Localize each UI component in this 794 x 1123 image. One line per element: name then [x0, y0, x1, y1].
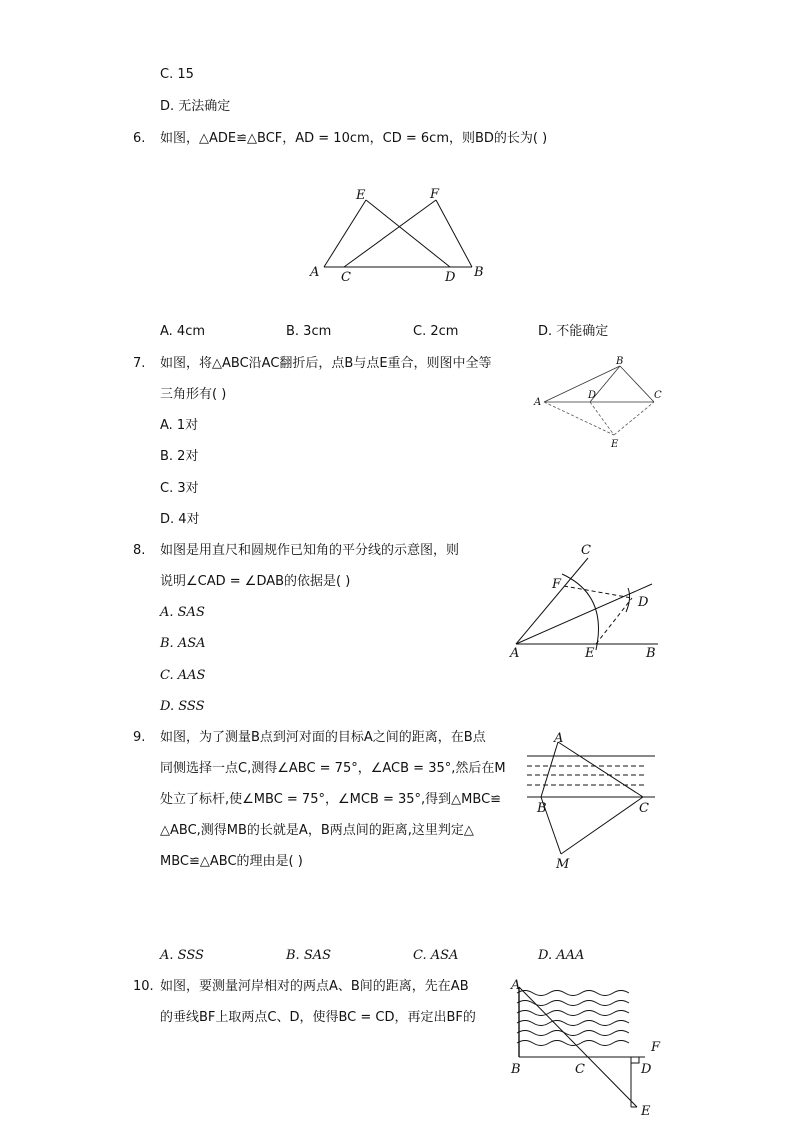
- q10-label-d: D: [641, 1062, 652, 1077]
- q8-label-a: A: [510, 646, 520, 661]
- q10-label-a: A: [511, 978, 521, 993]
- q6-option-c: C. 2cm: [413, 324, 459, 339]
- q5-option-d: D. 无法确定: [160, 99, 231, 114]
- q7-label-d: D: [588, 390, 597, 401]
- q8-option-d: D. SSS: [160, 699, 205, 714]
- q6-label-c: C: [341, 270, 351, 285]
- q8-stem-line1: 如图是用直尺和圆规作已知角的平分线的示意图，则: [160, 543, 460, 558]
- q8-figure: [508, 540, 663, 665]
- q8-label-c: C: [581, 543, 591, 558]
- q8-number: 8.: [133, 543, 146, 558]
- q10-label-e: E: [641, 1104, 651, 1119]
- q6-label-d: D: [445, 270, 456, 285]
- q8-option-c: C. AAS: [160, 668, 206, 683]
- q9-stem-line2: 同侧选择一点C,测得∠ABC = 75°，∠ACB = 35°,然后在M: [160, 761, 506, 776]
- q9-figure: [525, 730, 660, 875]
- q10-stem-line2: 的垂线BF上取两点C、D，使得BC = CD，再定出BF的: [160, 1010, 476, 1025]
- q6-label-a: A: [310, 265, 320, 280]
- q7-option-b: B. 2对: [160, 449, 199, 464]
- q6-option-d: D. 不能确定: [538, 324, 609, 339]
- q7-label-c: C: [654, 390, 662, 401]
- q7-label-b: B: [616, 356, 624, 367]
- q10-figure: [505, 975, 665, 1120]
- q7-number: 7.: [133, 356, 146, 371]
- q9-option-c: C. ASA: [413, 948, 459, 963]
- q7-stem-line1: 如图，将△ABC沿AC翻折后，点B与点E重合，则图中全等: [160, 356, 492, 371]
- q6-label-b: B: [474, 265, 484, 280]
- q9-label-a: A: [554, 731, 564, 746]
- q10-label-c: C: [575, 1062, 585, 1077]
- q6-label-e: E: [356, 188, 366, 203]
- q7-figure: [530, 355, 670, 450]
- q9-label-b: B: [537, 801, 547, 816]
- q9-option-a: A. SSS: [160, 948, 204, 963]
- q8-option-a: A. SAS: [160, 605, 205, 620]
- q9-stem-line3: 处立了标杆,使∠MBC = 75°，∠MCB = 35°,得到△MBC≌: [160, 792, 502, 807]
- q7-option-d: D. 4对: [160, 512, 200, 527]
- q6-figure: [310, 185, 490, 285]
- q9-label-c: C: [639, 801, 649, 816]
- q7-label-a: A: [534, 397, 542, 408]
- q9-option-b: B. SAS: [286, 948, 332, 963]
- q8-label-f: F: [552, 577, 562, 592]
- q8-label-b: B: [646, 646, 656, 661]
- q6-option-b: B. 3cm: [286, 324, 332, 339]
- q9-stem-line4: △ABC,测得MB的长就是A，B两点间的距离,这里判定△: [160, 823, 474, 838]
- q9-label-m: M: [556, 857, 570, 872]
- q6-option-a: A. 4cm: [160, 324, 206, 339]
- q9-stem-line1: 如图，为了测量B点到河对面的目标A之间的距离，在B点: [160, 730, 486, 745]
- q7-option-a: A. 1对: [160, 418, 199, 433]
- q10-label-b: B: [511, 1062, 521, 1077]
- q10-number: 10.: [133, 979, 154, 994]
- q6-stem: 如图，△ADE≌△BCF，AD = 10cm，CD = 6cm，则BD的长为( ): [160, 131, 548, 146]
- q9-stem-line5: MBC≌△ABC的理由是( ): [160, 854, 303, 869]
- q9-option-d: D. AAA: [538, 948, 585, 963]
- q7-option-c: C. 3对: [160, 481, 199, 496]
- q9-number: 9.: [133, 730, 146, 745]
- q5-option-c: C. 15: [160, 67, 194, 82]
- q8-label-e: E: [585, 646, 595, 661]
- q8-stem-line2: 说明∠CAD = ∠DAB的依据是( ): [160, 574, 351, 589]
- q8-option-b: B. ASA: [160, 636, 206, 651]
- q6-number: 6.: [133, 131, 146, 146]
- q10-label-f: F: [651, 1040, 661, 1055]
- q6-label-f: F: [430, 187, 440, 202]
- q7-stem-line2: 三角形有( ): [160, 387, 227, 402]
- q10-stem-line1: 如图，要测量河岸相对的两点A、B间的距离，先在AB: [160, 979, 469, 994]
- q8-label-d: D: [638, 595, 649, 610]
- q7-label-e: E: [611, 439, 619, 450]
